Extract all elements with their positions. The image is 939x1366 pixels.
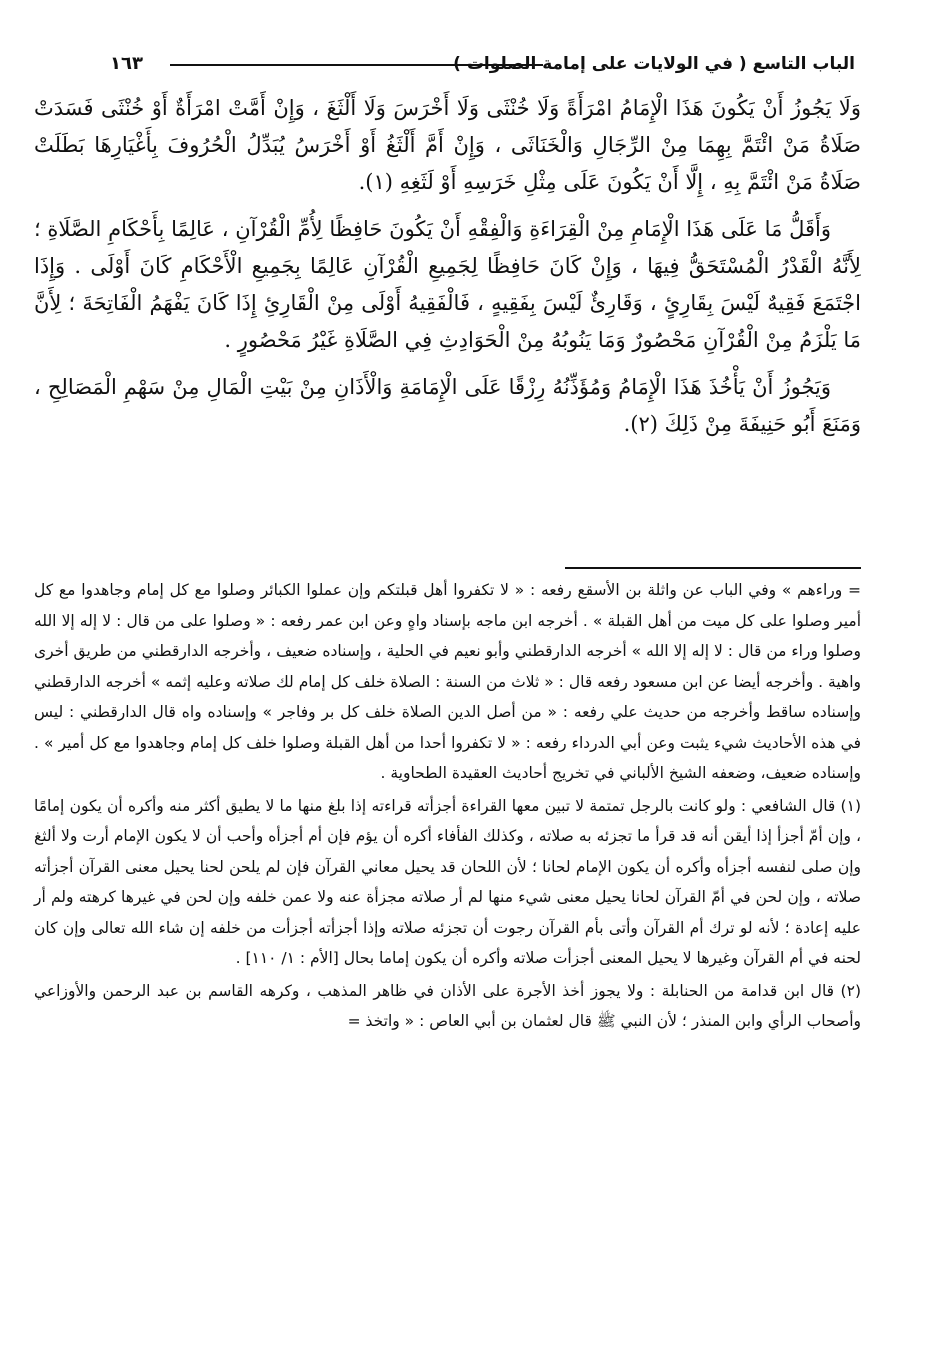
footnote-separator (565, 567, 861, 569)
header-rule (170, 64, 543, 66)
page-number: ١٦٣ (110, 53, 143, 74)
main-paragraph: وَلَا يَجُوزُ أَنْ يَكُونَ هَذَا الْإِمَامُ امْرَأَةً وَلَا خُنْثَى وَلَا أَخْرَسَ وَلَا أَلْثَغَ ، وَإِنْ أَمَّتْ امْرَأَةٌ أَوْ خُنْثَى فَسَدَتْ صَلَاةُ مَنْ ائْتَمَّ بِهِمَا مِنْ الرِّجَالِ وَالْخَنَاثَى ، وَإِنْ أَمَّ أَلْثَغُ أَوْ أَخْرَسُ يُبَدِّلُ الْحُرُوفَ بِأَغْيَارِهَا بَطَلَتْ صَلَاةُ مَنْ ائْتَمَّ بِهِ ، إِلَّا أَنْ يَكُونَ عَلَى مِثْلِ خَرَسِهِ أَوْ لَثَغِهِ (١). (34, 96, 861, 194)
chapter-title: الباب التاسع ( في الولايات على إمامة الصلوات ) (453, 54, 855, 74)
footnote-1: (١) قال الشافعي : ولو كانت بالرجل تمتمة لا تبين معها القراءة أجزأته قراءته إذا بلغ منها ما لا يطيق أكثر منه وأكره أن يكون إمامًا ، وإن أمّ أجزأ إذا أيقن أنه قد قرأ ما تجزئه به صلاته ، وكذلك الفأفاء أكره أن يؤم فإن أم أجزأه وأحب أن لا يكون الإمام أرت ولا ألثغ وإن صلى لنفسه أجزأه وأكره أن يكون الإمام لحانا ؛ لأن اللحان قد يحيل معاني القرآن فإن لم يلحن لحنا يحيل معنى القرآن أجزأته صلاته ، وإن لحن في أمّ القرآن لحانا يحيل معنى شيء منها لم أر صلاته مجزأة عنه ولا عمن خلفه وإن لحن في غيرها كرهته ولم أر عليه إعادة ؛ لأنه لو ترك أم القرآن وأتى بأم القرآن رجوت أن تجزئه صلاته وإذا أجزأته أجزأت من خلفه إن شاء الله تعالى وإن كان لحنه في أم القرآن وغيرها لا يحيل المعنى أجزأت صلاته وأكره أن يكون إماما بحال [الأم : ١/ ١١٠] . (34, 796, 861, 967)
footnotes (34, 575, 861, 1039)
main-paragraph: وَأَقَلُّ مَا عَلَى هَذَا الْإِمَامِ مِنْ الْقِرَاءَةِ وَالْفِقْهِ أَنْ يَكُونَ حَافِظًا لِأُمِّ الْقُرْآنِ ، عَالِمًا بِأَحْكَامِ الصَّلَاةِ ؛ لِأَنَّهُ الْقَدْرُ الْمُسْتَحَقُّ فِيهَا ، وَإِنْ كَانَ حَافِظًا لِجَمِيعِ الْقُرْآنِ عَالِمًا بِجَمِيعِ الْأَحْكَامِ كَانَ أَوْلَى . وَإِذَا اجْتَمَعَ فَقِيهٌ لَيْسَ بِقَارِئٍ ، وَقَارِئٌ لَيْسَ بِفَقِيهٍ ، فَالْفَقِيهُ أَوْلَى مِنْ الْقَارِئِ إِذَا كَانَ يَفْهَمُ الْفَاتِحَةَ ؛ لِأَنَّ مَا يَلْزَمُ مِنْ الْقُرْآنِ مَحْصُورٌ وَمَا يَنُوبُهُ مِنْ الْحَوَادِثِ فِي الصَّلَاةِ غَيْرُ مَحْصُورٍ . (34, 217, 861, 352)
running-header (110, 44, 855, 84)
main-paragraph: وَيَجُوزُ أَنْ يَأْخُذَ هَذَا الْإِمَامُ وَمُؤَذِّنُهُ رِزْقًا عَلَى الْإِمَامَةِ وَالْأَذَانِ مِنْ بَيْتِ الْمَالِ مِنْ سَهْمِ الْمَصَالِحِ ، وَمَنَعَ أَبُو حَنِيفَةَ مِنْ ذَلِكَ (٢). (34, 375, 861, 436)
footnote-continuation: = وراءهم » وفي الباب عن واثلة بن الأسقع رفعه : « لا تكفروا أهل قبلتكم وإن عملوا الكبائر وصلوا مع كل إمام وجاهدوا مع كل أمير وصلوا على كل ميت من أهل القبلة » . أخرجه ابن ماجه بإسناد واهٍ وعن ابن عمر رفعه : « وصلوا على من قال : لا إله إلا الله وصلوا وراء من قال : لا إله إلا الله » أخرجه الدارقطني وأبو نعيم في الحلية ، وإسناده ضعيف ، وأخرجه الدارقطني من طريق أخرى واهية . وأخرجه أيضا عن ابن مسعود رفعه قال : « ثلاث من السنة : الصلاة خلف كل إمام لك صلاته وعليه إثمه » أخرجه الدارقطني وإسناده ساقط وأخرجه من حديث علي رفعه : « من أصل الدين الصلاة خلف كل بر وفاجر » وإسناده واه قال الدارقطني : ليس في هذه الأحاديث شيء يثبت وعن أبي الدرداء رفعه : « لا تكفروا أحدا من أهل القبلة وصلوا خلف كل إمام وجاهدوا مع كل أمير » . وإسناده ضعيف، وضعفه الشيخ الألباني في تخريج أحاديث العقيدة الطحاوية . (34, 581, 861, 782)
main-text (34, 90, 861, 453)
footnote-2: (٢) قال ابن قدامة من الحنابلة : ولا يجوز أخذ الأجرة على الأذان في ظاهر المذهب ، وكرهه القاسم بن عبد الرحمن والأوزاعي وأصحاب الرأي وابن المنذر ؛ لأن النبي ﷺ قال لعثمان بن أبي العاص : « واتخذ = (34, 981, 861, 1030)
